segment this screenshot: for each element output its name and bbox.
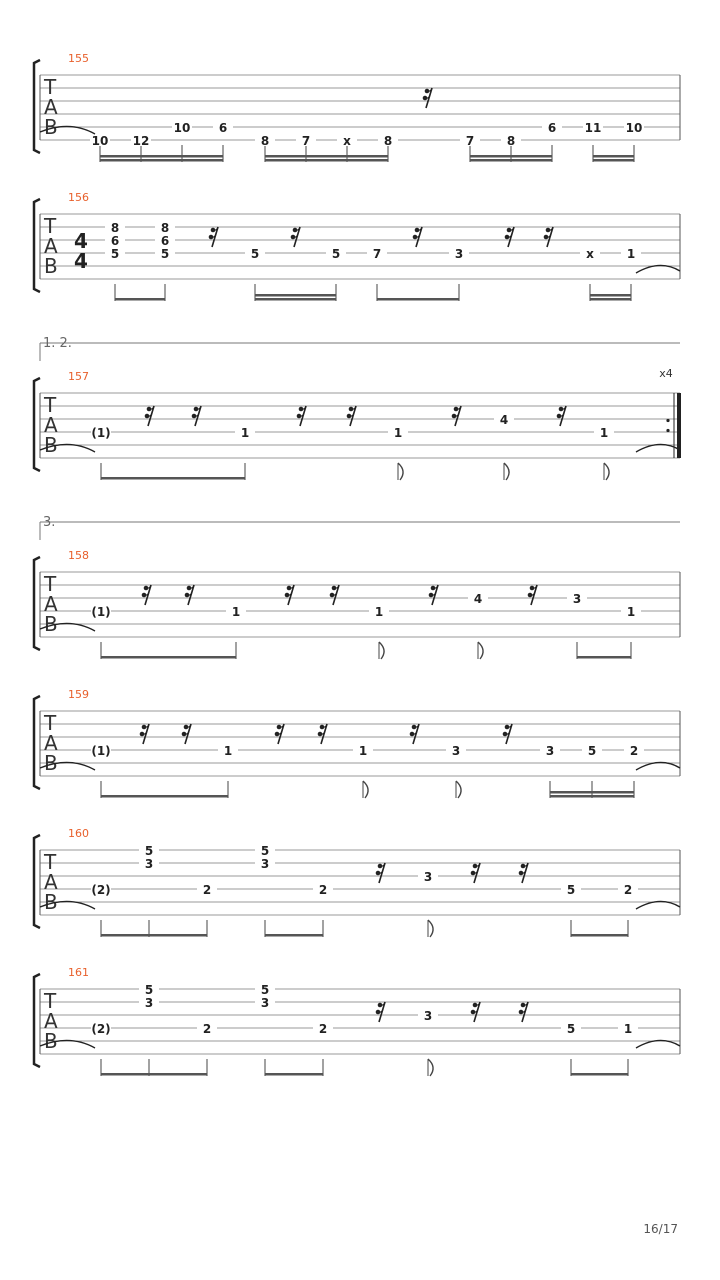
sixteenth-rest-icon — [376, 863, 385, 883]
system-bracket — [34, 835, 40, 928]
page-number: 16/17 — [643, 1222, 678, 1236]
tab-clef-letter: T — [44, 711, 57, 735]
fret-number: 5 — [160, 247, 170, 261]
note-beam — [100, 159, 223, 162]
tab-clef-letter: T — [44, 75, 57, 99]
sixteenth-rest-icon — [519, 1002, 528, 1022]
measure-number: 159 — [68, 688, 89, 701]
repeat-thick-line — [677, 393, 681, 458]
fret-number: 11 — [584, 121, 602, 135]
tab-system — [34, 191, 680, 292]
note-beam — [255, 294, 336, 297]
tab-system — [34, 827, 680, 928]
sixteenth-rest-icon — [145, 406, 154, 426]
sixteenth-rest-icon — [297, 406, 306, 426]
tab-clef-letter: B — [44, 254, 58, 278]
measure-number: 160 — [68, 827, 89, 840]
system-bracket — [34, 974, 40, 1067]
note-beam — [255, 298, 336, 301]
note-flag-icon — [398, 463, 403, 480]
fret-number: 4 — [499, 413, 509, 427]
note-beam — [550, 791, 634, 794]
tab-clef-letter: A — [44, 731, 58, 755]
fret-number: 5 — [566, 883, 576, 897]
tab-clef-letter: A — [44, 592, 58, 616]
fret-number: 2 — [629, 744, 639, 758]
measure-number: 155 — [68, 52, 89, 65]
time-signature-top: 4 — [74, 229, 88, 253]
fret-number: (2) — [91, 883, 111, 897]
fret-number: 1 — [626, 605, 636, 619]
fret-number: 3 — [545, 744, 555, 758]
fret-number: 8 — [383, 134, 393, 148]
note-flag-icon — [604, 463, 609, 480]
fret-number: 6 — [218, 121, 228, 135]
tab-clef-letter: T — [44, 989, 57, 1013]
note-beam — [265, 159, 388, 162]
fret-number: 1 — [223, 744, 233, 758]
sixteenth-rest-icon — [452, 406, 461, 426]
tab-clef-letter: B — [44, 433, 58, 457]
sixteenth-rest-icon — [413, 227, 422, 247]
fret-number: 5 — [260, 844, 270, 858]
system-bracket — [34, 696, 40, 789]
fret-number: 3 — [260, 857, 270, 871]
sixteenth-rest-icon — [291, 227, 300, 247]
note-flag-icon — [478, 642, 483, 659]
note-flag-icon — [363, 781, 368, 798]
sixteenth-rest-icon — [471, 1002, 480, 1022]
sixteenth-rest-icon — [557, 406, 566, 426]
fret-number: x — [586, 247, 594, 261]
fret-number: 8 — [160, 221, 170, 235]
system-bracket — [34, 199, 40, 292]
fret-number: 3 — [451, 744, 461, 758]
tab-clef-letter: B — [44, 1029, 58, 1053]
note-beam — [470, 155, 552, 158]
time-signature-bottom: 4 — [74, 249, 88, 273]
system-bracket — [34, 557, 40, 650]
fret-number: 5 — [260, 983, 270, 997]
fret-number: 6 — [160, 234, 170, 248]
sixteenth-rest-icon — [376, 1002, 385, 1022]
note-flag-icon — [428, 1059, 433, 1076]
fret-number: 3 — [572, 592, 582, 606]
fret-number: 5 — [587, 744, 597, 758]
note-beam — [571, 934, 628, 937]
tab-clef-letter: T — [44, 850, 57, 874]
sixteenth-rest-icon — [528, 585, 537, 605]
note-beam — [470, 159, 552, 162]
sixteenth-rest-icon — [185, 585, 194, 605]
fret-number: 10 — [91, 134, 109, 148]
fret-number: 5 — [250, 247, 260, 261]
tab-clef-letter: B — [44, 890, 58, 914]
fret-number: 2 — [318, 883, 328, 897]
sixteenth-rest-icon — [471, 863, 480, 883]
tie-out — [636, 901, 680, 909]
tab-system — [34, 370, 680, 471]
fret-number: 3 — [144, 857, 154, 871]
tab-clef-letter: A — [44, 870, 58, 894]
sixteenth-rest-icon — [318, 724, 327, 744]
fret-number: 2 — [202, 883, 212, 897]
note-flag-icon — [428, 920, 433, 937]
note-beam — [101, 1073, 207, 1076]
fret-number: 1 — [626, 247, 636, 261]
system-bracket — [34, 60, 40, 153]
sixteenth-rest-icon — [544, 227, 553, 247]
fret-number: 8 — [260, 134, 270, 148]
volta-label: 1. 2. — [43, 336, 72, 351]
system-bracket — [34, 378, 40, 471]
fret-number: 4 — [473, 592, 483, 606]
tie-out — [636, 762, 680, 770]
note-beam — [265, 934, 323, 937]
note-beam — [377, 298, 459, 301]
sixteenth-rest-icon — [347, 406, 356, 426]
note-beam — [550, 795, 634, 798]
note-beam — [577, 656, 631, 659]
tab-clef-letter: A — [44, 413, 58, 437]
sixteenth-rest-icon — [519, 863, 528, 883]
fret-number: 3 — [260, 996, 270, 1010]
sixteenth-rest-icon — [330, 585, 339, 605]
repeat-count: x4 — [659, 367, 673, 380]
sixteenth-rest-icon — [182, 724, 191, 744]
note-beam — [265, 1073, 323, 1076]
measure-number: 156 — [68, 191, 89, 204]
fret-number: 1 — [393, 426, 403, 440]
sixteenth-rest-icon — [423, 88, 432, 108]
sixteenth-rest-icon — [140, 724, 149, 744]
fret-number: 1 — [599, 426, 609, 440]
fret-number: 8 — [506, 134, 516, 148]
fret-number: 12 — [132, 134, 150, 148]
note-beam — [115, 298, 165, 301]
sixteenth-rest-icon — [429, 585, 438, 605]
fret-number: (1) — [91, 426, 111, 440]
tab-clef-letter: T — [44, 214, 57, 238]
fret-number: (1) — [91, 605, 111, 619]
tie-out — [636, 444, 680, 452]
sixteenth-rest-icon — [410, 724, 419, 744]
note-beam — [265, 155, 388, 158]
fret-number: 6 — [547, 121, 557, 135]
fret-number: 5 — [144, 844, 154, 858]
note-beam — [101, 934, 207, 937]
fret-number: 10 — [625, 121, 643, 135]
fret-number: 1 — [240, 426, 250, 440]
note-flag-icon — [504, 463, 509, 480]
fret-number: 5 — [110, 247, 120, 261]
repeat-dot — [666, 419, 669, 422]
fret-number: 7 — [465, 134, 475, 148]
note-beam — [571, 1073, 628, 1076]
measure-number: 158 — [68, 549, 89, 562]
fret-number: 10 — [173, 121, 191, 135]
note-beam — [100, 155, 223, 158]
fret-number: 2 — [623, 883, 633, 897]
fret-number: 3 — [454, 247, 464, 261]
fret-number: 7 — [372, 247, 382, 261]
fret-number: 8 — [110, 221, 120, 235]
fret-number: 5 — [331, 247, 341, 261]
sixteenth-rest-icon — [503, 724, 512, 744]
note-beam — [590, 294, 631, 297]
volta-label: 3. — [43, 515, 56, 530]
measure-number: 161 — [68, 966, 89, 979]
fret-number: x — [343, 134, 351, 148]
tab-clef-letter: T — [44, 572, 57, 596]
tie-out — [636, 1040, 680, 1048]
measure-number: 157 — [68, 370, 89, 383]
tab-clef-letter: A — [44, 95, 58, 119]
fret-number: (1) — [91, 744, 111, 758]
note-flag-icon — [456, 781, 461, 798]
fret-number: (2) — [91, 1022, 111, 1036]
fret-number: 5 — [144, 983, 154, 997]
sixteenth-rest-icon — [275, 724, 284, 744]
note-beam — [101, 477, 245, 480]
tab-clef-letter: B — [44, 115, 58, 139]
fret-number: 5 — [566, 1022, 576, 1036]
tie-out — [636, 265, 680, 273]
sixteenth-rest-icon — [142, 585, 151, 605]
fret-number: 2 — [318, 1022, 328, 1036]
fret-number: 1 — [374, 605, 384, 619]
note-beam — [101, 656, 236, 659]
fret-number: 3 — [423, 870, 433, 884]
note-beam — [101, 795, 228, 798]
fret-number: 3 — [144, 996, 154, 1010]
tab-clef-letter: A — [44, 234, 58, 258]
tab-clef-letter: T — [44, 393, 57, 417]
sixteenth-rest-icon — [192, 406, 201, 426]
fret-number: 3 — [423, 1009, 433, 1023]
tab-clef-letter: B — [44, 612, 58, 636]
fret-number: 1 — [358, 744, 368, 758]
note-flag-icon — [379, 642, 384, 659]
sixteenth-rest-icon — [285, 585, 294, 605]
sixteenth-rest-icon — [209, 227, 218, 247]
fret-number: 1 — [231, 605, 241, 619]
tab-clef-letter: A — [44, 1009, 58, 1033]
sixteenth-rest-icon — [505, 227, 514, 247]
tab-system — [34, 966, 680, 1067]
note-beam — [590, 298, 631, 301]
fret-number: 1 — [623, 1022, 633, 1036]
fret-number: 6 — [110, 234, 120, 248]
tab-system — [34, 688, 680, 789]
tab-clef-letter: B — [44, 751, 58, 775]
note-beam — [593, 155, 634, 158]
note-beam — [593, 159, 634, 162]
fret-number: 7 — [301, 134, 311, 148]
fret-number: 2 — [202, 1022, 212, 1036]
repeat-dot — [666, 429, 669, 432]
